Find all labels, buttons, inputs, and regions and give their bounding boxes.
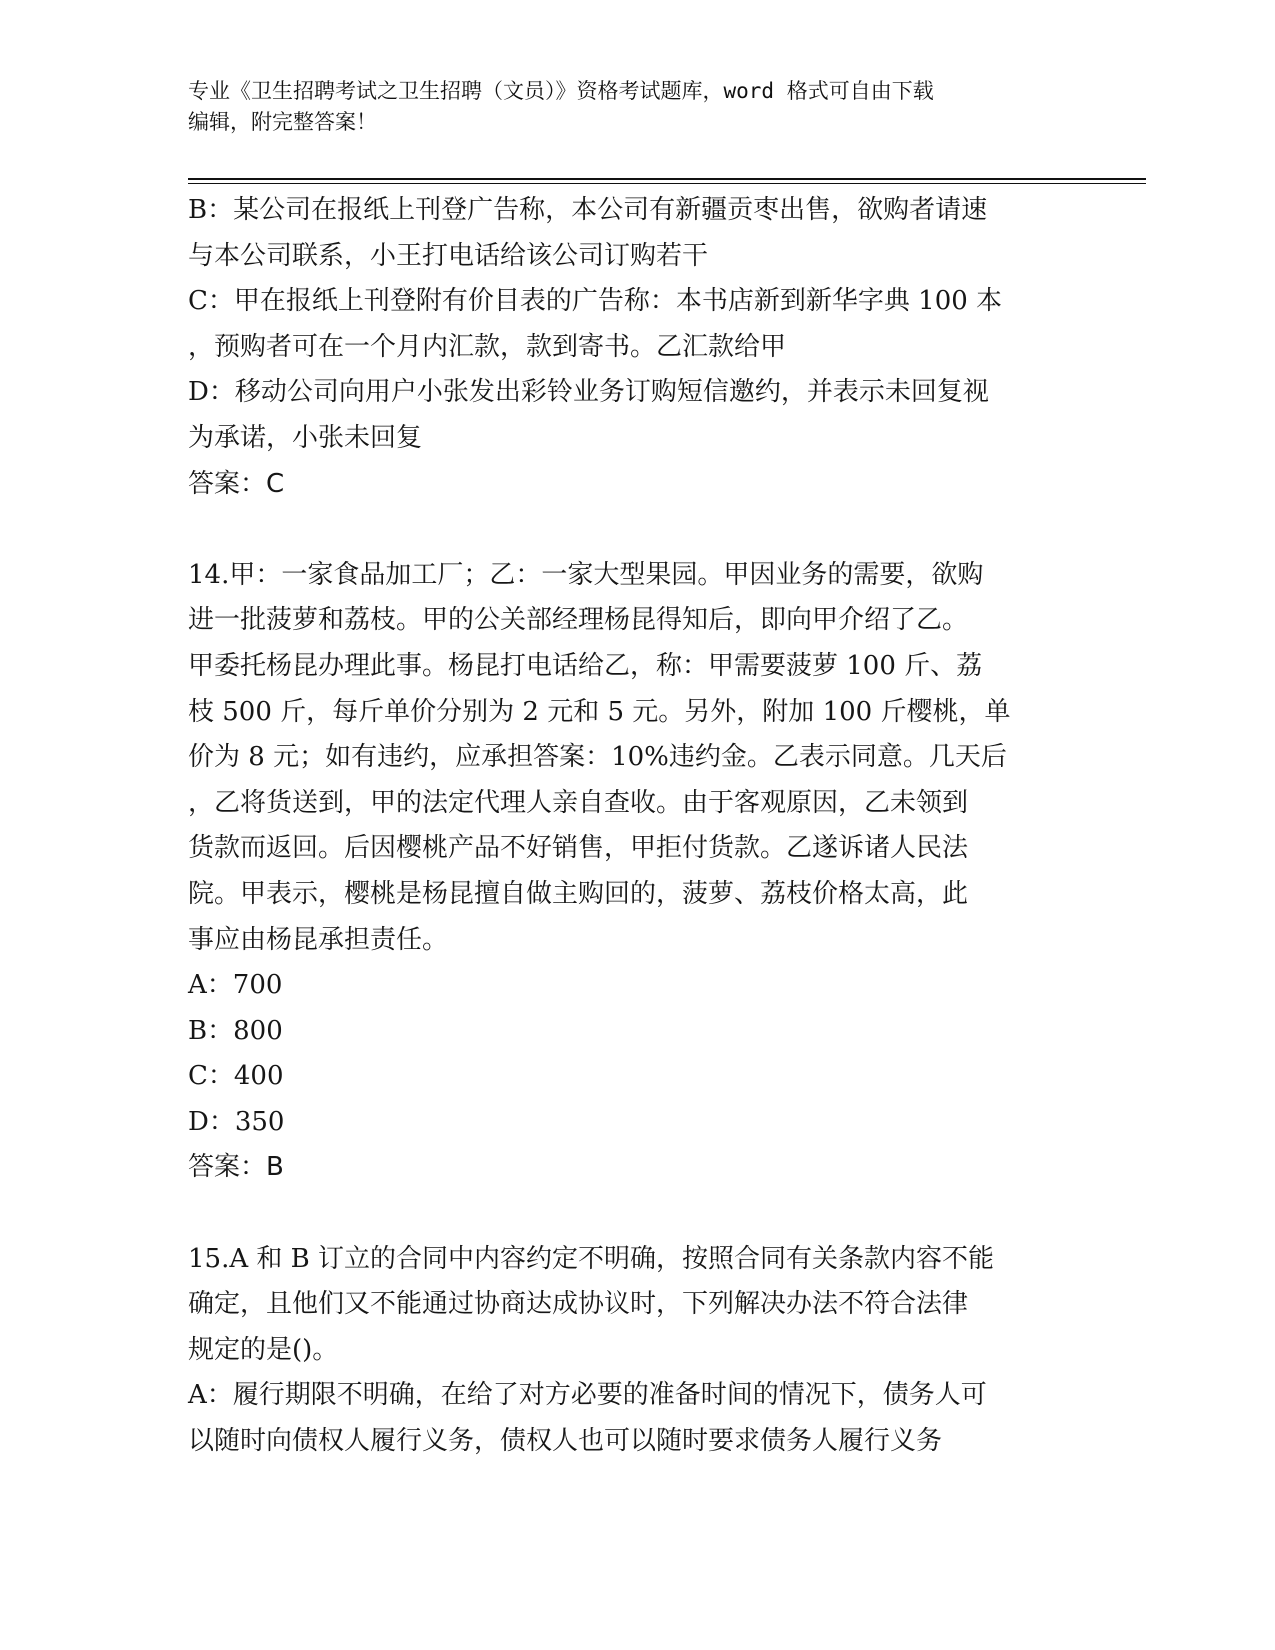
q14-stem-line: 14.甲：一家食品加工厂；乙：一家大型果园。甲因业务的需要，欲购 [188, 559, 984, 590]
page-header [188, 76, 1088, 138]
q15-option-a-line-1: A：履行期限不明确，在给了对方必要的准备时间的情况下，债务人可 [188, 1380, 987, 1411]
question-14 [188, 553, 1078, 1191]
q14-option-b: B：800 [188, 1015, 283, 1046]
q14-stem-line: 进一批菠萝和荔枝。甲的公关部经理杨昆得知后，即向甲介绍了乙。 [188, 605, 969, 636]
q15-option-a-line-2: 以随时向债权人履行义务，债权人也可以随时要求债务人履行义务 [188, 1426, 943, 1457]
q14-stem-line: 价为 8 元；如有违约，应承担答案：10%违约金。乙表示同意。几天后 [188, 742, 1007, 773]
q13-answer: 答案：C [188, 468, 285, 499]
q15-stem-line: 确定，且他们又不能通过协商达成协议时，下列解决办法不符合法律 [188, 1289, 969, 1320]
q14-stem-line: 枝 500 斤，每斤单价分别为 2 元和 5 元。另外，附加 100 斤樱桃，单 [188, 696, 1011, 727]
q14-stem-line: 货款而返回。后因樱桃产品不好销售，甲拒付货款。乙遂诉诸人民法 [188, 833, 969, 864]
q13-option-b-line-1: B：某公司在报纸上刊登广告称，本公司有新疆贡枣出售，欲购者请速 [188, 195, 988, 225]
q14-answer: 答案：B [188, 1152, 284, 1183]
header-divider-thin [188, 183, 1146, 184]
q14-option-d: D：350 [188, 1106, 285, 1137]
q13-option-d-line-2: 为承诺，小张未回复 [188, 422, 423, 453]
q13-option-c-line-2: ，预购者可在一个月内汇款，款到寄书。乙汇款给甲 [188, 331, 787, 362]
q14-stem-line: 院。甲表示，樱桃是杨昆擅自做主购回的，菠萝、荔枝价格太高，此 [188, 878, 969, 909]
q13-option-d-line-1: D：移动公司向用户小张发出彩铃业务订购短信邀约，并表示未回复视 [188, 377, 989, 408]
document-body [188, 188, 1078, 1465]
header-divider-thick [188, 178, 1146, 180]
spacer [188, 507, 1078, 553]
q15-stem-line: 15.A 和 B 订立的合同中内容约定不明确，按照合同有关条款内容不能 [188, 1243, 995, 1274]
q14-option-a: A：700 [188, 970, 283, 1001]
question-15 [188, 1237, 1078, 1465]
q14-option-c: C：400 [188, 1061, 284, 1092]
q14-stem-line: 甲委托杨昆办理此事。杨昆打电话给乙，称：甲需要菠萝 100 斤、荔 [188, 650, 983, 681]
spacer [188, 1191, 1078, 1237]
q15-stem-line: 规定的是()。 [188, 1334, 339, 1365]
q13-option-b-line-2: 与本公司联系，小王打电话给该公司订购若干 [188, 240, 709, 271]
q13-option-c-line-1: C：甲在报纸上刊登附有价目表的广告称：本书店新到新华字典 100 本 [188, 286, 1003, 317]
question-13-options [188, 188, 1078, 507]
header-line-2: 编辑，附完整答案！ [188, 110, 377, 134]
q14-stem-line: 事应由杨昆承担责任。 [188, 924, 449, 955]
q14-stem-line: ，乙将货送到，甲的法定代理人亲自查收。由于客观原因，乙未领到 [188, 787, 969, 818]
header-line-1: 专业《卫生招聘考试之卫生招聘（文员）》资格考试题库，word 格式可自由下载 [188, 79, 934, 103]
